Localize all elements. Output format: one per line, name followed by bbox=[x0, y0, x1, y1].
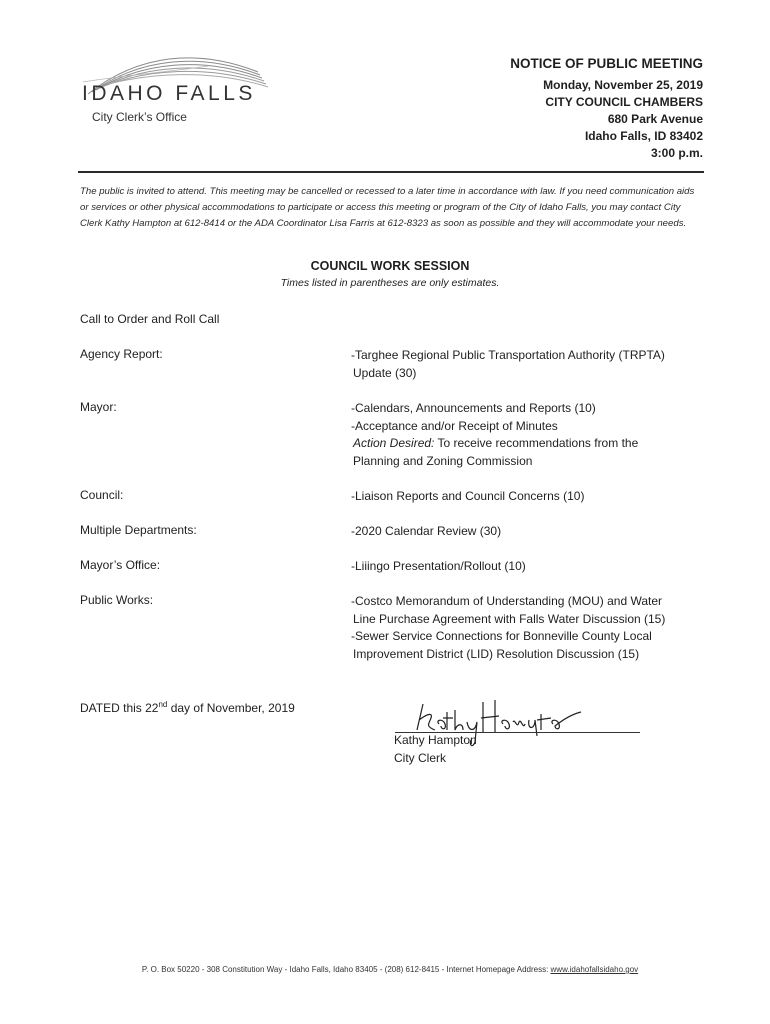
footer bbox=[0, 965, 770, 974]
meeting-room: CITY COUNCIL CHAMBERS bbox=[545, 95, 703, 109]
notice-title: NOTICE OF PUBLIC MEETING bbox=[510, 56, 703, 71]
meeting-time: 3:00 p.m. bbox=[650, 146, 703, 160]
dated-ordinal: nd bbox=[158, 700, 168, 709]
agenda-items-agency bbox=[351, 347, 711, 382]
logo-wordmark: IDAHO FALLS bbox=[82, 82, 256, 105]
session-title: COUNCIL WORK SESSION bbox=[310, 259, 470, 273]
session-subtitle: Times listed in parentheses are only estimates. bbox=[280, 277, 500, 289]
agenda-items-mayor bbox=[351, 400, 711, 470]
call-to-order: Call to Order and Roll Call bbox=[80, 312, 220, 326]
agenda-item: -Liaison Reports and Council Concerns (10) bbox=[351, 489, 585, 503]
agenda-item: -Costco Memorandum of Understanding (MOU) and Water bbox=[351, 594, 663, 608]
dated-suffix: day of November, 2019 bbox=[167, 701, 295, 715]
agenda-label-agency: Agency Report: bbox=[80, 347, 163, 361]
agenda-items-council bbox=[351, 488, 711, 506]
action-desired-label: Action Desired: bbox=[353, 436, 435, 450]
footer-address: P. O. Box 50220 - 308 Constitution Way - Idaho Falls, Idaho 83405 - (208) 612-8415 - Internet Homepage Address: bbox=[141, 965, 551, 974]
signer-name: Kathy Hampton bbox=[394, 733, 477, 747]
agenda-item: -2020 Calendar Review (30) bbox=[351, 524, 502, 538]
agenda-label-multiple-departments: Multiple Departments: bbox=[80, 523, 197, 537]
action-desired-line bbox=[351, 435, 711, 453]
meeting-city: Idaho Falls, ID 83402 bbox=[584, 129, 703, 143]
agenda-item: -Acceptance and/or Receipt of Minutes bbox=[351, 418, 558, 433]
agenda-items-public-works bbox=[351, 593, 711, 663]
agenda-item: -Sewer Service Connections for Bonneville County Local bbox=[351, 629, 652, 643]
agenda-item-continued: Line Purchase Agreement with Falls Water Discussion (15) bbox=[353, 611, 666, 626]
agenda-label-mayors-office: Mayor’s Office: bbox=[80, 558, 161, 572]
agenda-item-continued: Update (30) bbox=[353, 365, 417, 380]
agenda-item: -Targhee Regional Public Transportation Authority (TRPTA) bbox=[351, 348, 665, 362]
meeting-date: Monday, November 25, 2019 bbox=[543, 78, 703, 92]
action-desired-continued: Planning and Zoning Commission bbox=[353, 453, 533, 468]
agenda-item: -Calendars, Announcements and Reports (10) bbox=[351, 401, 596, 415]
meeting-street: 680 Park Avenue bbox=[607, 112, 703, 126]
agenda-label-mayor: Mayor: bbox=[80, 400, 117, 414]
agenda-label-council: Council: bbox=[80, 488, 124, 502]
footer-homepage-link[interactable]: www.idahofallsidaho.gov bbox=[550, 965, 639, 974]
agenda-item: -Liiingo Presentation/Rollout (10) bbox=[351, 559, 526, 573]
action-desired-text: To receive recommendations from the bbox=[434, 436, 639, 450]
dated-line bbox=[80, 700, 295, 715]
header-divider bbox=[78, 171, 704, 173]
accessibility-disclaimer: The public is invited to attend. This meeting may be cancelled or recessed to a later time in accordance with law. If you need communication aids or services or other physical accommodations to participate or access this meeting or program of the City of Idaho Falls, you may contact City Clerk Kathy Hampton at 612-8414 or the ADA Coordinator Lisa Farris at 612-8323 as soon as possible and they will accommodate your needs. bbox=[80, 186, 695, 229]
dated-prefix: DATED this 22 bbox=[80, 701, 159, 715]
office-name: City Clerk’s Office bbox=[92, 110, 187, 124]
agenda-item-continued: Improvement District (LID) Resolution Discussion (15) bbox=[353, 646, 640, 661]
signer-title: City Clerk bbox=[394, 751, 447, 765]
agenda-items-mayors-office bbox=[351, 558, 711, 576]
agenda-items-multiple-departments bbox=[351, 523, 711, 541]
agenda-label-public-works: Public Works: bbox=[80, 593, 154, 607]
